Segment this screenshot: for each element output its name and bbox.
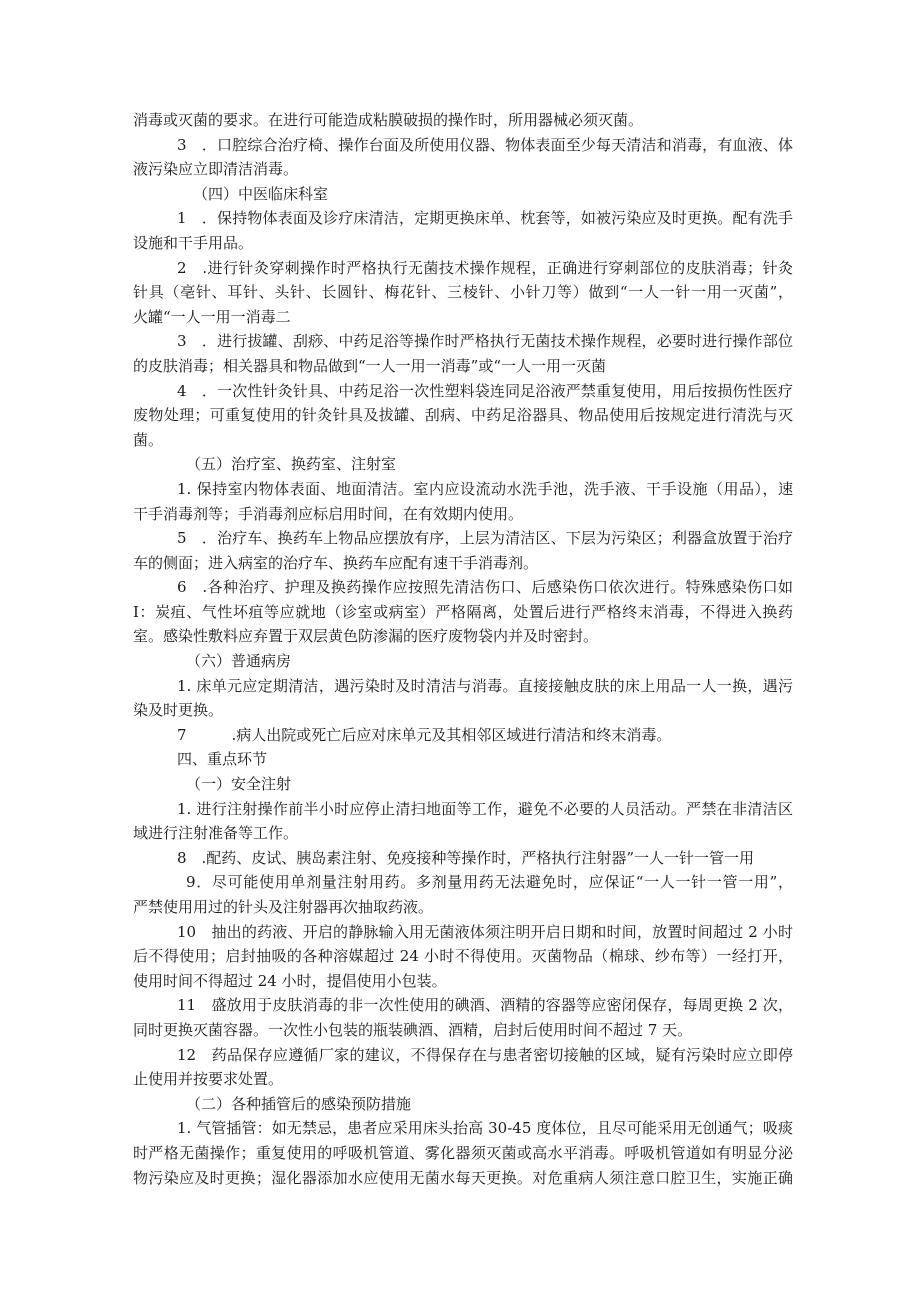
document-line: （一）安全注射 [186, 775, 292, 794]
document-line: 5 ．治疗车、换药车上物品应摆放有序，上层为清洁区、下层为污染区；利器盒放置于治疗 [177, 529, 793, 548]
document-line: （二）各种插管后的感染预防措施 [186, 1094, 412, 1113]
document-line: 1 ．保持物体表面及诊疗床清洁，定期更换床单、枕套等，如被污染应及时更换。配有洗手 [177, 209, 793, 228]
document-line: 针具（亳针、耳针、头针、长圆针、梅花针、三棱针、小针刀等）做到“一人一针一用一灭菌”， [133, 283, 793, 302]
document-line: 液污染应立即清洁消毒。 [133, 160, 299, 179]
document-line: 物污染应及时更换；湿化器添加水应使用无菌水每天更换。对危重病人须注意口腔卫生，实施正确 [133, 1168, 793, 1187]
document-line: 火罐“一人一用一消毒二 [133, 307, 291, 326]
document-line: （四）中医临床科室 [193, 184, 329, 203]
document-line: 干手消毒剂等；手消毒剂应标启用时间，在有效期内使用。 [133, 504, 524, 523]
document-line: 域进行注射准备等工作。 [133, 824, 299, 843]
document-line: 1. 气管插管：如无禁忌，患者应采用床头抬高 30-45 度体位，且尽可能采用无创通气；吸痰 [177, 1119, 793, 1138]
document-line: 四、重点环节 [177, 750, 268, 769]
document-line: 1. 床单元应定期清洁，遇污染时及时清洁与消毒。直接接触皮肤的床上用品一人一换，遇污 [177, 676, 793, 695]
document-line: 同时更换灭菌容器。一次性小包装的瓶装碘酒、酒精，启封后使用时间不超过 7 天。 [133, 1020, 693, 1039]
document-line: 严禁使用用过的针头及注射器再次抽取药液。 [133, 898, 434, 916]
document-line: 后不得使用；启封抽吸的各种溶媒超过 24 小时不得使用。灭菌物品（棉球、纱布等）一经打开， [133, 947, 793, 966]
document-line: 1. 保持室内物体表面、地面清洁。室内应设流动水洗手池，洗手液、干手设施（用品），速 [177, 479, 793, 498]
document-line: 12 药品保存应遵循厂家的建议，不得保存在与患者密切接触的区域，疑有污染时应立即停 [177, 1045, 793, 1064]
document-line: 车的侧面；进入病室的治疗车、换药车应配有速干手消毒剂。 [133, 553, 539, 572]
document-line: 的皮肤消毒；相关器具和物品做到“一人一用一消毒”或“一人一用一灭菌 [133, 356, 607, 375]
document-line: 染及时更换。 [133, 701, 224, 720]
document-line: 止使用并按要求处置。 [133, 1070, 284, 1089]
document-line: 4 ．一次性针灸针具、中药足浴一次性塑料袋连同足浴液严禁重复使用，用后按损伤性医疗 [177, 381, 793, 400]
document-line: 10 抽出的药液、开启的静脉输入用无菌液体须注明开启日期和时间，放置时间超过 2 小时 [177, 922, 793, 941]
document-line: 6 .各种治疗、护理及换药操作应按照先清洁伤口、后感染伤口依次进行。特殊感染伤口如 [177, 578, 793, 597]
document-line: 消毒或灭菌的要求。在进行可能造成粘膜破损的操作时，所用器械必须灭菌。 [133, 111, 644, 129]
document-line: 8 .配药、皮试、胰岛素注射、免疫接种等操作时，严格执行注射器”一人一针一管一用 [177, 848, 754, 867]
document-line: 11 盛放用于皮肤消毒的非一次性使用的碘酒、酒精的容器等应密闭保存，每周更换 2 次， [177, 996, 793, 1015]
document-body [133, 108, 793, 1190]
document-line: （六）普通病房 [186, 652, 292, 671]
document-line: 废物处理；可重复使用的针灸针具及拔罐、刮病、中药足浴器具、物品使用后按规定进行清洗与灭 [133, 406, 793, 425]
document-line: 1. 进行注射操作前半小时应停止清扫地面等工作，避免不必要的人员活动。严禁在非清洁区 [177, 799, 793, 818]
document-line: （五）治疗室、换药室、注射室 [186, 455, 397, 474]
document-line: 设施和干手用品。 [133, 233, 254, 252]
document-line: I：炭疽、气性坏疽等应就地（诊室或病室）严格隔离，处置后进行严格终末消毒，不得进入换药 [133, 602, 793, 621]
document-line: 2 .进行针灸穿刺操作时严格执行无菌技术操作规程，正确进行穿刺部位的皮肤消毒；针灸 [177, 258, 793, 277]
document-line: 7 .病人出院或死亡后应对床单元及其相邻区域进行清洁和终末消毒。 [177, 725, 672, 744]
document-line: 3 ．进行拔罐、刮痧、中药足浴等操作时严格执行无菌技术操作规程，必要时进行操作部位 [177, 332, 793, 351]
document-line: 9．尽可能使用单剂量注射用药。多剂量用药无法避免时，应保证“一人一针一管一用”， [186, 873, 793, 892]
document-line: 室。感染性敷料应弃置于双层黄色防渗漏的医疗废物袋内并及时密封。 [133, 627, 599, 646]
document-line: 3 ．口腔综合治疗椅、操作台面及所使用仪器、物体表面至少每天清洁和消毒，有血液、体 [177, 135, 793, 154]
document-line: 菌。 [133, 430, 164, 449]
document-line: 使用时间不得超过 24 小时，提倡使用小包装。 [133, 971, 447, 990]
document-line: 时严格无菌操作；重复使用的呼吸机管道、雾化器须灭菌或高水平消毒。呼吸机管道如有明显分泌 [133, 1143, 793, 1162]
